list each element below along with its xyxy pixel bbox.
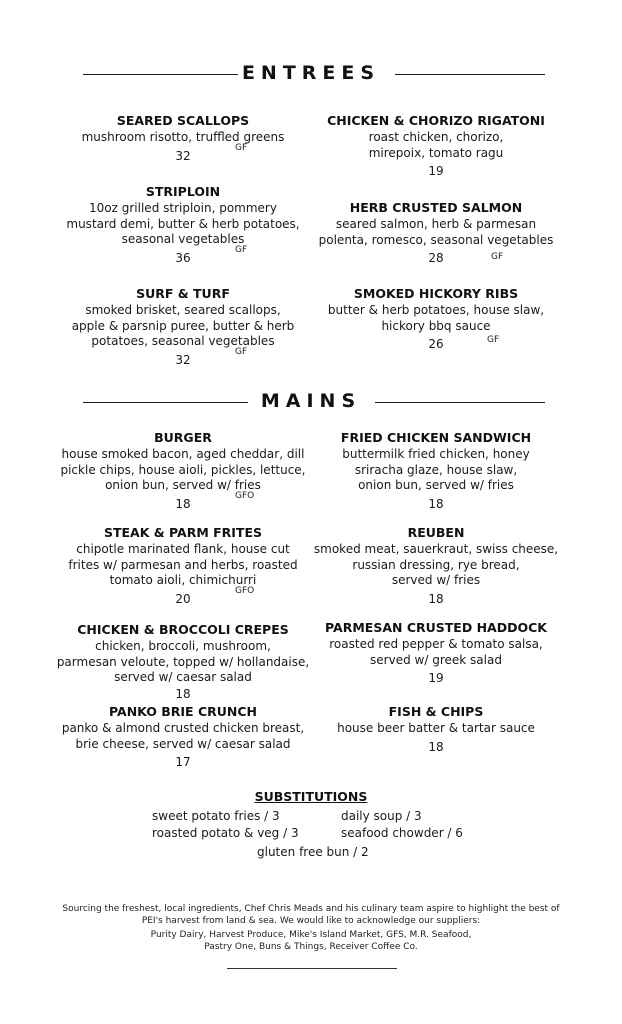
item-description: roast chicken, chorizo, mirepoix, tomato ragu	[368, 130, 504, 160]
item-name: CHICKEN & CHORIZO RIGATONI	[327, 113, 545, 128]
dietary-tag: GF	[235, 346, 248, 357]
item-name: PANKO BRIE CRUNCH	[109, 704, 257, 719]
item-name: SURF & TURF	[136, 286, 230, 301]
item-name: HERB CRUSTED SALMON	[349, 200, 523, 215]
substitution-item: seafood chowder / 6	[341, 826, 463, 840]
item-name: PARMESAN CRUSTED HADDOCK	[325, 620, 547, 635]
footer-rule	[227, 968, 397, 969]
item-name: STRIPLOIN	[145, 184, 221, 199]
item-price: 18	[175, 686, 191, 701]
menu-item	[286, 620, 586, 688]
item-description: mushroom risotto, truffled greens	[81, 130, 285, 144]
item-price: 20	[175, 591, 191, 606]
item-price: 18	[428, 739, 444, 754]
menu-item	[286, 286, 586, 354]
suppliers-list: Purity Dairy, Harvest Produce, Mike's Island Market, GFS, M.R. Seafood, Pastry One, Buns & Things, Receiver Coffee Co.	[150, 930, 472, 952]
item-description: 10oz grilled striploin, pommery mustard demi, butter & herb potatoes, seasonal vegetables	[66, 201, 300, 246]
item-price: 18	[428, 591, 444, 606]
menu-item	[286, 704, 586, 757]
substitution-item: gluten free bun / 2	[257, 845, 369, 859]
item-price: 26	[428, 337, 444, 351]
item-price: 28	[428, 251, 444, 265]
entrees-heading-row	[0, 60, 622, 90]
dietary-tag: GF	[235, 142, 248, 153]
item-name: FRIED CHICKEN SANDWICH	[340, 430, 532, 445]
item-price: 18	[428, 496, 444, 511]
sourcing-statement: Sourcing the freshest, local ingredients, Chef Chris Meads and his culinary team aspire to highlight the best of PEI's harvest from land & sea. We would like to acknowledge our suppliers:	[62, 904, 560, 926]
substitutions-title: SUBSTITUTIONS	[254, 789, 368, 804]
dietary-tag: GFO	[235, 490, 255, 501]
item-name: SMOKED HICKORY RIBS	[353, 286, 519, 301]
item-price: 19	[428, 164, 444, 178]
entrees-right-rule	[395, 74, 545, 75]
substitution-item: daily soup / 3	[341, 809, 422, 823]
mains-right-rule	[375, 402, 545, 403]
item-description: seared salmon, herb & parmesan polenta, romesco, seasonal vegetables	[318, 217, 554, 247]
item-price: 17	[175, 755, 191, 769]
item-name: CHICKEN & BROCCOLI CREPES	[77, 622, 289, 637]
menu-item	[286, 430, 586, 514]
mains-heading: MAINS	[260, 390, 362, 412]
item-description: smoked brisket, seared scallops, apple & parsnip puree, butter & herb potatoes, seasonal vegetables	[71, 303, 295, 348]
item-description: panko & almond crusted chicken breast, brie cheese, served w/ caesar salad	[61, 721, 305, 751]
item-description: roasted red pepper & tomato salsa, served w/ greek salad	[329, 637, 543, 667]
dietary-tag: GF	[235, 244, 248, 255]
item-description: butter & herb potatoes, house slaw, hickory bbq sauce	[327, 303, 545, 333]
item-price: 36	[175, 250, 191, 265]
menu-item	[286, 200, 586, 268]
substitution-item: roasted potato & veg / 3	[152, 826, 299, 840]
substitution-item: sweet potato fries / 3	[152, 809, 280, 823]
item-description: buttermilk fried chicken, honey sriracha glaze, house slaw, onion bun, served w/ fries	[342, 447, 530, 492]
item-price: 32	[175, 148, 191, 163]
menu-item	[286, 525, 586, 609]
dietary-tag: GFO	[235, 585, 255, 596]
item-description: house smoked bacon, aged cheddar, dill pickle chips, house aioli, pickles, lettuce, onion bun, served w/ fries	[60, 447, 306, 492]
item-name: REUBEN	[407, 525, 465, 540]
dietary-tag: GF	[491, 252, 504, 262]
item-name: FISH & CHIPS	[388, 704, 484, 719]
item-price: 19	[428, 671, 444, 685]
item-name: SEARED SCALLOPS	[116, 113, 250, 128]
item-description: chicken, broccoli, mushroom, parmesan veloute, topped w/ hollandaise, served w/ caesar salad	[56, 639, 310, 684]
item-name: STEAK & PARM FRITES	[103, 525, 263, 540]
item-description: chipotle marinated flank, house cut frites w/ parmesan and herbs, roasted tomato aioli, chimichurri	[68, 542, 298, 587]
menu-item	[286, 113, 586, 181]
dietary-tag: GF	[487, 335, 500, 345]
entrees-heading: ENTREES	[241, 62, 381, 84]
item-description: smoked meat, sauerkraut, swiss cheese, russian dressing, rye bread, served w/ fries	[313, 542, 559, 587]
item-description: house beer batter & tartar sauce	[337, 721, 535, 735]
mains-heading-row	[0, 388, 622, 418]
item-price: 32	[175, 352, 191, 367]
item-name: BURGER	[154, 430, 212, 445]
item-price: 18	[175, 496, 191, 511]
